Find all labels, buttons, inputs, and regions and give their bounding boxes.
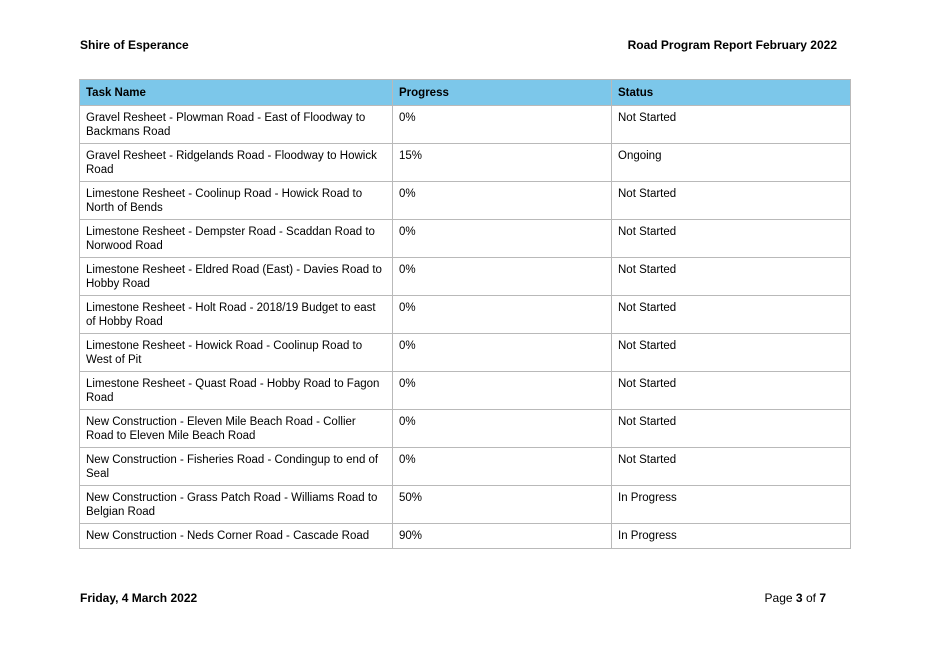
task-name-cell: New Construction - Grass Patch Road - Williams Road to Belgian Road [80, 486, 393, 524]
progress-cell: 90% [393, 524, 612, 549]
progress-cell: 0% [393, 220, 612, 258]
table-row [80, 448, 851, 486]
task-name-cell: Gravel Resheet - Plowman Road - East of Floodway to Backmans Road [80, 106, 393, 144]
status-cell: Not Started [612, 372, 851, 410]
road-program-table [79, 79, 851, 549]
page-of: of [805, 591, 816, 605]
status-cell: Not Started [612, 220, 851, 258]
status-cell: Not Started [612, 106, 851, 144]
task-name-cell: Limestone Resheet - Howick Road - Coolinup Road to West of Pit [80, 334, 393, 372]
task-name-cell: Limestone Resheet - Holt Road - 2018/19 Budget to east of Hobby Road [80, 296, 393, 334]
task-name-cell: New Construction - Neds Corner Road - Cascade Road [80, 524, 393, 549]
table-row [80, 106, 851, 144]
report-date: Friday, 4 March 2022 [80, 591, 198, 605]
table-row [80, 296, 851, 334]
progress-cell: 0% [393, 410, 612, 448]
page-total: 7 [819, 591, 826, 605]
table-row [80, 334, 851, 372]
task-name-cell: New Construction - Eleven Mile Beach Road - Collier Road to Eleven Mile Beach Road [80, 410, 393, 448]
page-number [765, 591, 826, 605]
column-header-status: Status [612, 80, 851, 106]
table-row [80, 182, 851, 220]
status-cell: Not Started [612, 410, 851, 448]
column-header-progress: Progress [393, 80, 612, 106]
progress-cell: 50% [393, 486, 612, 524]
progress-cell: 15% [393, 144, 612, 182]
progress-cell: 0% [393, 106, 612, 144]
table-row [80, 524, 851, 549]
table-header-row [80, 80, 851, 106]
table-row [80, 410, 851, 448]
progress-cell: 0% [393, 296, 612, 334]
task-name-cell: New Construction - Fisheries Road - Condingup to end of Seal [80, 448, 393, 486]
report-title: Road Program Report February 2022 [627, 38, 837, 52]
table-row [80, 144, 851, 182]
task-name-cell: Limestone Resheet - Coolinup Road - Howick Road to North of Bends [80, 182, 393, 220]
page-current: 3 [795, 591, 803, 605]
progress-cell: 0% [393, 334, 612, 372]
progress-cell: 0% [393, 182, 612, 220]
column-header-task-name: Task Name [80, 80, 393, 106]
table-row [80, 258, 851, 296]
status-cell: In Progress [612, 524, 851, 549]
table-row [80, 486, 851, 524]
table-row [80, 220, 851, 258]
progress-cell: 0% [393, 372, 612, 410]
status-cell: In Progress [612, 486, 851, 524]
task-name-cell: Gravel Resheet - Ridgelands Road - Floodway to Howick Road [80, 144, 393, 182]
progress-cell: 0% [393, 258, 612, 296]
status-cell: Not Started [612, 258, 851, 296]
status-cell: Not Started [612, 448, 851, 486]
status-cell: Ongoing [612, 144, 851, 182]
status-cell: Not Started [612, 296, 851, 334]
progress-cell: 0% [393, 448, 612, 486]
organisation-name: Shire of Esperance [80, 38, 189, 52]
status-cell: Not Started [612, 334, 851, 372]
task-name-cell: Limestone Resheet - Quast Road - Hobby Road to Fagon Road [80, 372, 393, 410]
task-name-cell: Limestone Resheet - Eldred Road (East) - Davies Road to Hobby Road [80, 258, 393, 296]
status-cell: Not Started [612, 182, 851, 220]
task-name-cell: Limestone Resheet - Dempster Road - Scaddan Road to Norwood Road [80, 220, 393, 258]
table-row [80, 372, 851, 410]
page-prefix: Page [764, 591, 793, 605]
